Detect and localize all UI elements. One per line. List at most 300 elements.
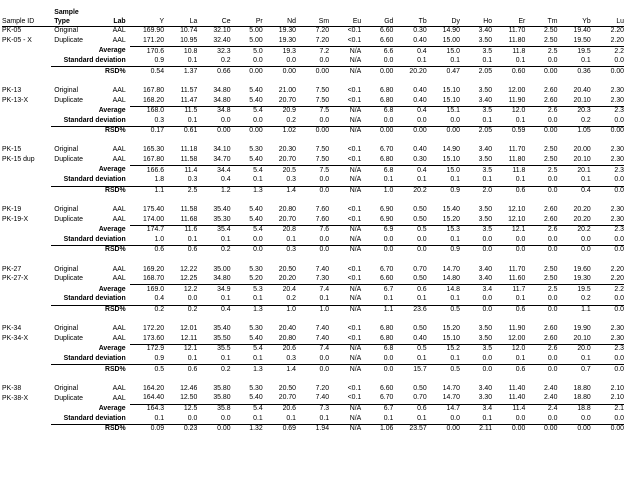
stat-value-cell: 6.7 — [361, 404, 393, 414]
value-cell: 34.80 — [213, 86, 231, 94]
sample-id-cell: PK-38 — [2, 384, 22, 392]
stat-value-cell: 0.1 — [220, 235, 231, 243]
stat-value-cell: 0.3 — [154, 116, 165, 124]
stat-value-cell: 168.0 — [130, 106, 164, 116]
stat-value-cell: 2.05 — [460, 126, 492, 136]
sample-type-cell: Original — [54, 27, 78, 35]
stat-value-cell: 0.0 — [417, 116, 427, 124]
stat-label: Average — [98, 285, 126, 293]
stat-value-cell: 0.0 — [383, 116, 394, 124]
stat-value-cell: 0.00 — [393, 126, 426, 136]
value-cell: 5.30 — [249, 146, 263, 154]
value-cell: 3.50 — [478, 206, 493, 214]
stat-value-cell: 0.0 — [614, 295, 624, 303]
stat-value-cell: 0.1 — [383, 295, 394, 303]
value-cell: 34.10 — [213, 146, 231, 154]
stat-value-cell: 0.1 — [187, 235, 198, 243]
stat-value-cell: 20.5 — [263, 166, 296, 176]
stat-value-cell: 174.7 — [130, 225, 164, 235]
stat-value-cell: 3.5 — [460, 106, 492, 116]
value-cell: 0.70 — [413, 265, 427, 273]
stat-value-cell: 0.1 — [482, 116, 493, 124]
value-cell: 20.70 — [278, 156, 296, 164]
stat-value-cell: 0.0 — [525, 186, 557, 196]
empty-cell — [2, 365, 51, 375]
stat-row — [2, 295, 624, 305]
value-cell: 19.30 — [278, 36, 296, 44]
stat-value-cell: N/A — [349, 414, 362, 422]
header-sample-type: Sample Type — [54, 9, 79, 25]
sample-type-cell: Original — [54, 86, 78, 94]
value-cell: 20.30 — [278, 146, 296, 154]
stat-value-cell: 0.0 — [319, 176, 330, 184]
stat-value-cell: 0.5 — [427, 365, 460, 375]
stat-value-cell: 1.1 — [557, 305, 590, 315]
stat-value-cell: 0.0 — [557, 246, 590, 256]
stat-value-cell: 7.5 — [296, 166, 329, 176]
value-cell: 3.40 — [478, 96, 493, 104]
value-cell: 11.70 — [508, 265, 526, 273]
stat-value-cell: 0.0 — [547, 354, 558, 362]
stat-value-cell: 0.0 — [547, 235, 558, 243]
value-cell: 2.50 — [544, 146, 558, 154]
stat-value-cell: 0.0 — [614, 414, 624, 422]
empty-cell — [2, 186, 51, 196]
stat-value-cell: 0.3 — [286, 354, 296, 362]
stat-value-cell: 0.00 — [525, 67, 557, 77]
empty-cell — [2, 47, 51, 57]
stat-value-cell: 12.5 — [164, 404, 197, 414]
value-cell: 35.80 — [213, 384, 231, 392]
header-element: Yb — [582, 18, 591, 26]
value-cell: 6.60 — [379, 36, 394, 44]
stat-value-cell: 11.4 — [492, 404, 525, 414]
stat-label: Standard deviation — [63, 354, 126, 362]
value-cell: 20.20 — [278, 275, 296, 283]
empty-cell — [2, 285, 51, 295]
value-cell: 20.20 — [573, 206, 591, 214]
stat-value-cell: 0.2 — [220, 57, 231, 65]
stat-value-cell: 5.3 — [231, 285, 263, 295]
stat-row — [2, 305, 624, 315]
stat-value-cell: 0.0 — [492, 246, 525, 256]
stat-value-cell: 0.5 — [393, 225, 426, 235]
stat-value-cell: 3.5 — [460, 166, 492, 176]
stat-row — [2, 57, 624, 67]
stat-value-cell: 0.0 — [547, 176, 558, 184]
stat-value-cell: 0.0 — [253, 116, 263, 124]
sample-id-cell: PK-38-X — [2, 394, 29, 402]
stat-value-cell: 0.00 — [557, 424, 590, 434]
stat-value-cell: 0.1 — [253, 176, 263, 184]
stat-value-cell: 0.1 — [482, 57, 493, 65]
stat-label: Standard deviation — [63, 116, 126, 124]
empty-cell — [2, 246, 51, 256]
stat-value-cell: 0.6 — [393, 285, 426, 295]
value-cell: 19.40 — [573, 27, 591, 35]
stat-value-cell: 34.9 — [197, 285, 230, 295]
value-cell: 15.10 — [442, 86, 460, 94]
stat-value-cell: 0.0 — [614, 57, 624, 65]
spacer-cell — [2, 77, 624, 87]
header-element: Ho — [483, 18, 493, 26]
stat-value-cell: 0.0 — [460, 305, 492, 315]
header-element: Eu — [352, 18, 362, 26]
stat-value-cell: 0.0 — [187, 295, 198, 303]
stat-value-cell: 0.0 — [460, 365, 492, 375]
stat-row — [2, 225, 624, 235]
value-cell: 2.60 — [544, 215, 558, 223]
stat-value-cell: 0.6 — [492, 365, 525, 375]
table-row — [2, 206, 624, 216]
value-cell: 168.70 — [142, 275, 165, 283]
stat-value-cell: 0.1 — [154, 414, 165, 422]
value-cell: 12.00 — [508, 86, 526, 94]
stat-value-cell: 6.6 — [361, 47, 393, 57]
stat-value-cell: 0.0 — [383, 57, 394, 65]
sample-type-cell: Original — [54, 265, 78, 273]
stat-value-cell: 0.1 — [253, 295, 263, 303]
value-cell: <0.1 — [347, 96, 362, 104]
value-cell: 7.50 — [315, 146, 330, 154]
sample-id-cell: PK-19-X — [2, 215, 29, 223]
value-cell: 34.70 — [213, 156, 231, 164]
stat-value-cell: 0.0 — [393, 246, 426, 256]
stat-value-cell: 0.1 — [187, 116, 198, 124]
value-cell: 0.40 — [413, 146, 427, 154]
stat-value-cell: 0.4 — [197, 305, 230, 315]
stat-value-cell: 2.3 — [591, 225, 624, 235]
stat-label: RSD% — [51, 365, 129, 375]
sample-id-cell: PK-15 dup — [2, 156, 35, 164]
stat-value-cell: 0.1 — [417, 414, 427, 422]
stat-value-cell: 0.0 — [614, 116, 624, 124]
stat-value-cell: 0.5 — [393, 345, 426, 355]
stat-value-cell: 0.5 — [130, 365, 164, 375]
stat-value-cell: 1.0 — [296, 305, 329, 315]
header-element: Y — [159, 18, 165, 26]
stat-value-cell: 5.4 — [231, 404, 263, 414]
stat-value-cell: 0.0 — [319, 116, 330, 124]
stat-value-cell: 0.1 — [581, 57, 591, 65]
stat-label: Average — [98, 404, 126, 412]
value-cell: 3.40 — [478, 27, 493, 35]
value-cell: <0.1 — [347, 156, 362, 164]
sample-type-cell: Duplicate — [54, 96, 83, 104]
lab-cell: AAL — [112, 215, 126, 223]
stat-value-cell: 5.4 — [231, 225, 263, 235]
stat-value-cell: 2.05 — [460, 67, 492, 77]
stat-label: RSD% — [51, 126, 129, 136]
sample-type-cell: Duplicate — [54, 335, 83, 342]
stat-label: Standard deviation — [63, 235, 126, 243]
value-cell: 7.40 — [315, 325, 330, 333]
value-cell: 12.10 — [508, 206, 526, 214]
stat-value-cell: 23.6 — [393, 305, 426, 315]
value-cell: <0.1 — [347, 275, 362, 283]
stat-value-cell: 0.1 — [417, 176, 427, 184]
value-cell: 11.80 — [508, 36, 526, 44]
value-cell: 3.40 — [478, 265, 493, 273]
value-cell: 6.80 — [379, 96, 394, 104]
stat-value-cell: 0.00 — [263, 67, 296, 77]
value-cell: 3.40 — [478, 146, 493, 154]
value-cell: 3.50 — [478, 86, 493, 94]
stat-value-cell: 6.8 — [361, 166, 393, 176]
stat-value-cell: 0.2 — [286, 295, 296, 303]
value-cell: 11.18 — [180, 146, 198, 154]
stat-value-cell: 19.5 — [557, 47, 590, 57]
stat-value-cell: 12.0 — [492, 345, 525, 355]
stat-value-cell: 0.00 — [591, 424, 624, 434]
stat-value-cell: 0.4 — [393, 166, 426, 176]
stat-value-cell: 20.8 — [263, 225, 296, 235]
stat-value-cell: 0.1 — [383, 414, 394, 422]
value-cell: 6.70 — [379, 146, 394, 154]
value-cell: 2.50 — [544, 275, 558, 283]
sample-id-cell: PK-34 — [2, 325, 22, 333]
stat-value-cell: 20.3 — [557, 106, 590, 116]
stat-row — [2, 67, 624, 77]
stat-row — [2, 47, 624, 57]
stat-value-cell: 0.2 — [164, 305, 197, 315]
value-cell: 7.20 — [315, 27, 330, 35]
stat-value-cell: 0.2 — [197, 246, 230, 256]
empty-cell — [2, 67, 51, 77]
value-cell: <0.1 — [347, 206, 362, 214]
stat-value-cell: 0.00 — [525, 424, 557, 434]
value-cell: 7.40 — [315, 394, 330, 402]
stat-value-cell: 0.3 — [263, 246, 296, 256]
stat-value-cell: 12.1 — [492, 225, 525, 235]
stat-value-cell: 11.5 — [164, 106, 197, 116]
stat-row — [2, 345, 624, 355]
stat-value-cell: 15.1 — [427, 106, 460, 116]
stat-value-cell: 0.0 — [296, 246, 329, 256]
header-lab: Lab — [113, 18, 126, 26]
value-cell: 5.00 — [249, 27, 263, 35]
value-cell: 12.11 — [180, 334, 198, 342]
value-cell: 2.10 — [610, 384, 624, 392]
stat-value-cell: 1.3 — [231, 305, 263, 315]
stat-row — [2, 116, 624, 126]
empty-cell — [2, 116, 51, 126]
stat-value-cell: N/A — [329, 305, 361, 315]
stat-value-cell: 0.1 — [515, 116, 526, 124]
table-row — [2, 27, 624, 37]
stat-value-cell: 0.0 — [525, 365, 557, 375]
value-cell: 2.30 — [610, 206, 624, 214]
value-cell: 169.90 — [142, 27, 165, 35]
stat-value-cell: N/A — [329, 47, 361, 57]
stat-value-cell: 0.0 — [482, 295, 493, 303]
stat-value-cell: 6.8 — [361, 106, 393, 116]
value-cell: 6.80 — [379, 156, 394, 164]
value-cell: 20.70 — [278, 215, 296, 223]
value-cell: 7.20 — [315, 384, 330, 392]
stat-value-cell: 0.0 — [361, 365, 393, 375]
stat-value-cell: 0.17 — [130, 126, 164, 136]
value-cell: 20.10 — [573, 334, 591, 342]
value-cell: 11.70 — [508, 27, 526, 35]
value-cell: 7.60 — [315, 206, 330, 214]
stat-value-cell: 0.1 — [482, 176, 493, 184]
stat-label: RSD% — [51, 246, 129, 256]
sample-id-cell: PK-19 — [2, 206, 22, 214]
stat-label: Average — [98, 225, 126, 233]
stat-value-cell: 0.09 — [130, 424, 164, 434]
value-cell: 15.00 — [442, 36, 460, 44]
table-row — [2, 156, 624, 166]
stat-value-cell: 0.6 — [164, 246, 197, 256]
stat-value-cell: 2.3 — [591, 106, 624, 116]
lab-cell: AAL — [112, 86, 126, 94]
value-cell: 5.30 — [249, 384, 263, 392]
stat-value-cell: 2.6 — [525, 345, 557, 355]
lab-cell: AAL — [112, 27, 126, 35]
value-cell: 21.00 — [278, 86, 296, 94]
value-cell: 14.70 — [442, 394, 460, 402]
stat-value-cell: 0.1 — [515, 57, 526, 65]
stat-value-cell: 15.3 — [427, 225, 460, 235]
stat-value-cell: 3.5 — [460, 47, 492, 57]
stat-label: Standard deviation — [63, 414, 126, 422]
stat-value-cell: 11.4 — [164, 166, 197, 176]
value-cell: 35.80 — [213, 394, 231, 402]
stat-value-cell: 0.6 — [492, 305, 525, 315]
lab-cell: AAL — [112, 335, 126, 342]
header-element: Lu — [616, 18, 624, 26]
stat-value-cell: 0.0 — [581, 414, 591, 422]
value-cell: 12.01 — [180, 325, 198, 333]
lab-cell: AAL — [112, 325, 126, 333]
value-cell: 20.40 — [278, 325, 296, 333]
stat-value-cell: 15.0 — [427, 166, 460, 176]
value-cell: 32.10 — [213, 27, 231, 35]
value-cell: 0.50 — [413, 325, 427, 333]
stat-value-cell: 20.1 — [557, 166, 590, 176]
value-cell: 175.40 — [142, 206, 165, 214]
value-cell: 12.25 — [180, 275, 198, 283]
stat-value-cell: 0.69 — [263, 424, 296, 434]
value-cell: 2.30 — [610, 325, 624, 333]
header-element: Tb — [418, 18, 427, 26]
stat-value-cell: 0.0 — [614, 235, 624, 243]
header-row — [2, 7, 624, 27]
stat-value-cell: 0.2 — [581, 295, 591, 303]
stat-value-cell: 15.0 — [427, 47, 460, 57]
value-cell: 5.40 — [249, 156, 263, 164]
stat-value-cell: 172.9 — [130, 345, 164, 355]
value-cell: 2.30 — [610, 146, 624, 154]
value-cell: 164.40 — [142, 394, 165, 402]
header-element: Dy — [451, 18, 460, 26]
value-cell: 15.10 — [442, 334, 460, 342]
value-cell: 7.50 — [315, 86, 330, 94]
group-spacer — [2, 196, 624, 206]
stat-value-cell: 0.0 — [547, 116, 558, 124]
spacer-cell — [2, 315, 624, 325]
stat-value-cell: 0.00 — [197, 126, 230, 136]
stat-value-cell: 0.9 — [154, 354, 165, 362]
stat-value-cell: 0.0 — [525, 246, 557, 256]
sample-type-cell: Original — [54, 325, 78, 333]
value-cell: 7.60 — [315, 215, 330, 223]
stat-value-cell: 2.5 — [164, 186, 197, 196]
stat-value-cell: 0.0 — [253, 235, 263, 243]
stat-value-cell: 0.00 — [427, 424, 460, 434]
value-cell: 12.50 — [180, 394, 198, 402]
stat-value-cell: 0.4 — [154, 295, 165, 303]
sample-type-cell: Duplicate — [54, 394, 83, 402]
stat-value-cell: 0.2 — [197, 365, 230, 375]
stat-value-cell: 5.4 — [231, 166, 263, 176]
stat-value-cell: 0.1 — [450, 354, 460, 362]
stat-value-cell: 164.3 — [130, 404, 164, 414]
header-element: Er — [518, 18, 526, 26]
stat-value-cell: 0.0 — [547, 414, 558, 422]
header-element: Ce — [221, 18, 231, 26]
value-cell: 11.58 — [180, 156, 198, 164]
value-cell: 6.80 — [379, 334, 394, 342]
value-cell: <0.1 — [347, 86, 362, 94]
lab-cell: AAL — [112, 37, 126, 45]
stat-value-cell: 1.06 — [361, 424, 393, 434]
stat-row — [2, 186, 624, 196]
value-cell: 14.90 — [442, 146, 460, 154]
stat-value-cell: 0.00 — [296, 67, 329, 77]
value-cell: 19.30 — [278, 27, 296, 35]
value-cell: 34.80 — [213, 275, 231, 283]
stat-label: Average — [98, 166, 126, 174]
stat-value-cell: 0.00 — [361, 67, 393, 77]
stat-value-cell: 2.3 — [591, 166, 624, 176]
value-cell: 11.70 — [508, 146, 526, 154]
stat-label: Standard deviation — [63, 295, 126, 303]
value-cell: 15.40 — [442, 206, 460, 214]
value-cell: 3.50 — [478, 156, 493, 164]
stat-value-cell: 15.2 — [427, 345, 460, 355]
lab-cell: AAL — [112, 265, 126, 273]
stat-value-cell: N/A — [349, 116, 362, 124]
stat-value-cell: 0.1 — [319, 414, 330, 422]
stat-value-cell: 0.6 — [492, 186, 525, 196]
value-cell: 5.40 — [249, 86, 263, 94]
value-cell: 35.40 — [213, 206, 231, 214]
value-cell: 12.46 — [180, 384, 198, 392]
stat-value-cell: 0.1 — [286, 235, 296, 243]
value-cell: 2.20 — [610, 275, 624, 283]
stat-value-cell: 34.4 — [197, 166, 230, 176]
value-cell: 2.60 — [544, 206, 558, 214]
value-cell: 2.60 — [544, 325, 558, 333]
value-cell: 2.30 — [610, 86, 624, 94]
sample-id-cell: PK-34-X — [2, 335, 29, 342]
value-cell: 5.40 — [249, 206, 263, 214]
stat-value-cell: N/A — [329, 166, 361, 176]
stat-value-cell: 0.1 — [286, 414, 296, 422]
stat-value-cell: 1.3 — [231, 186, 263, 196]
stat-value-cell: 2.11 — [460, 424, 492, 434]
stat-value-cell: 0.0 — [296, 365, 329, 375]
value-cell: 6.80 — [379, 86, 394, 94]
value-cell: 0.40 — [413, 86, 427, 94]
value-cell: 7.30 — [315, 275, 330, 283]
empty-cell — [2, 414, 51, 424]
header-element: Sm — [318, 18, 330, 26]
value-cell: 0.50 — [413, 215, 427, 223]
stat-value-cell: 6.7 — [361, 285, 393, 295]
